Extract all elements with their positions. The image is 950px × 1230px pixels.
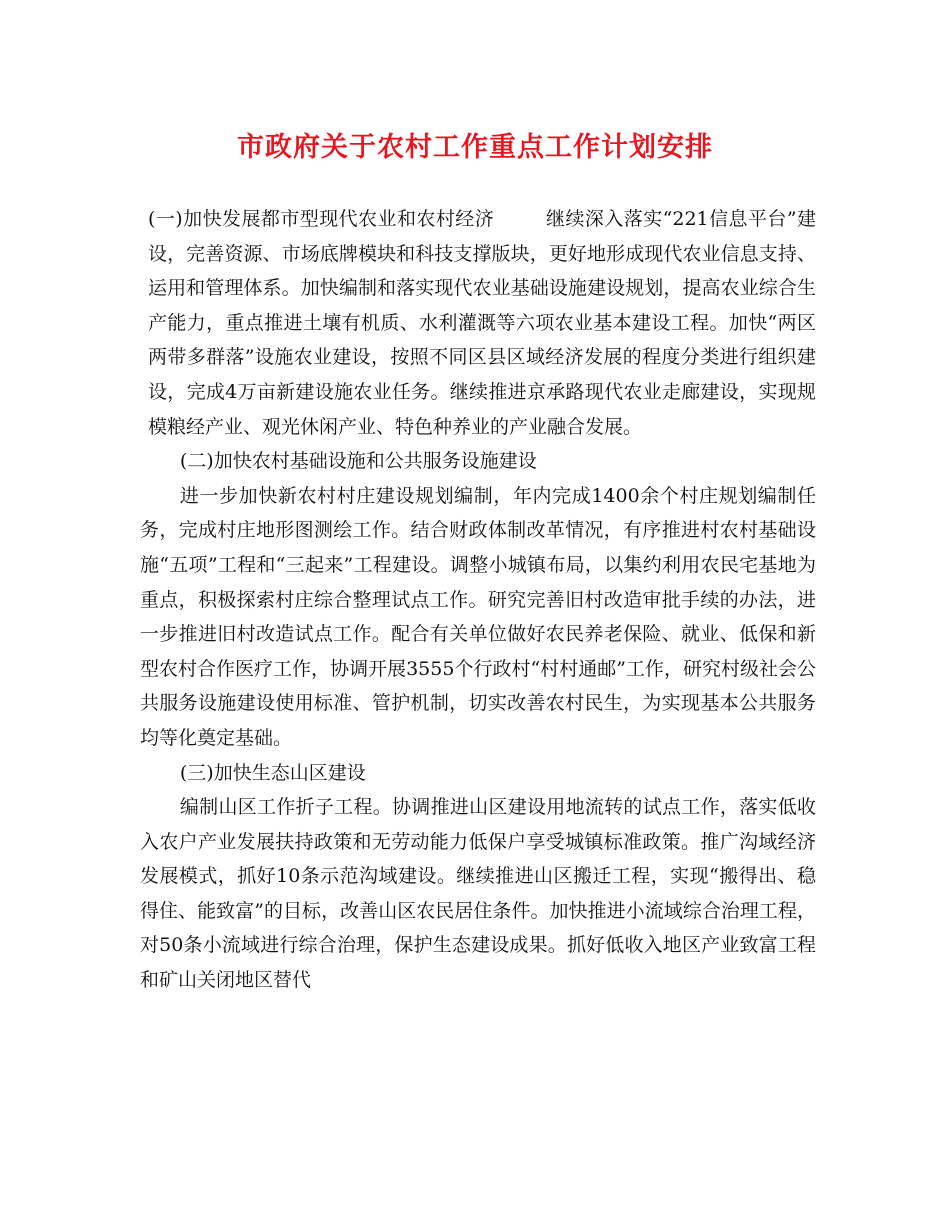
document-body [140, 202, 816, 998]
paragraph-ecological-mountain: 编制山区工作折子工程。协调推进山区建设用地流转的试点工作，落实低收入农户产业发展扶持政策和无劳动能力低保户享受城镇标准政策。推广沟域经济发展模式，抓好10条示范沟域建设。继续推进山区搬迁工程，实现“搬得出、稳得住、能致富”的目标，改善山区农民居住条件。加快推进小流域综合治理工程，对50条小流域进行综合治理，保护生态建设成果。抓好低收入地区产业致富工程和矿山关闭地区替代 [140, 796, 816, 992]
section-heading-ecological-mountain: (三)加快生态山区建设 [179, 761, 366, 784]
document-title: 市政府关于农村工作重点工作计划安排 [237, 132, 713, 163]
paragraph-agriculture-economy: (一)加快发展都市型现代农业和农村经济 继续深入落实“221信息平台”建设，完善资源、市场底牌模块和科技支撑版块，更好地形成现代农业信息支持、运用和管理体系。加快编制和落实现代农业基础设施建设规划，提高农业综合生产能力，重点推进土壤有机质、水利灌溉等六项农业基本建设工程。加快“两区两带多群落”设施农业建设，按照不同区县区域经济发展的程度分类进行组织建设，完成4万亩新建设施农业任务。继续推进京承路现代农业走廊建设，实现规模粮经产业、观光休闲产业、特色种养业的产业融合发展。 [148, 208, 816, 438]
paragraph-infrastructure: 进一步加快新农村村庄建设规划编制，年内完成1400余个村庄规划编制任务，完成村庄地形图测绘工作。结合财政体制改革情况，有序推进村农村基础设施“五项”工程和“三起来”工程建设。调整小城镇布局，以集约利用农民宅基地为重点，积极探索村庄综合整理试点工作。研究完善旧村改造审批手续的办法，进一步推进旧村改造试点工作。配合有关单位做好农民养老保险、就业、低保和新型农村合作医疗工作，协调开展3555个行政村“村村通邮”工作，研究村级社会公共服务设施建设使用标准、管护机制，切实改善农村民生，为实现基本公共服务均等化奠定基础。 [140, 484, 816, 749]
section-heading-infrastructure: (二)加快农村基础设施和公共服务设施建设 [179, 450, 537, 473]
